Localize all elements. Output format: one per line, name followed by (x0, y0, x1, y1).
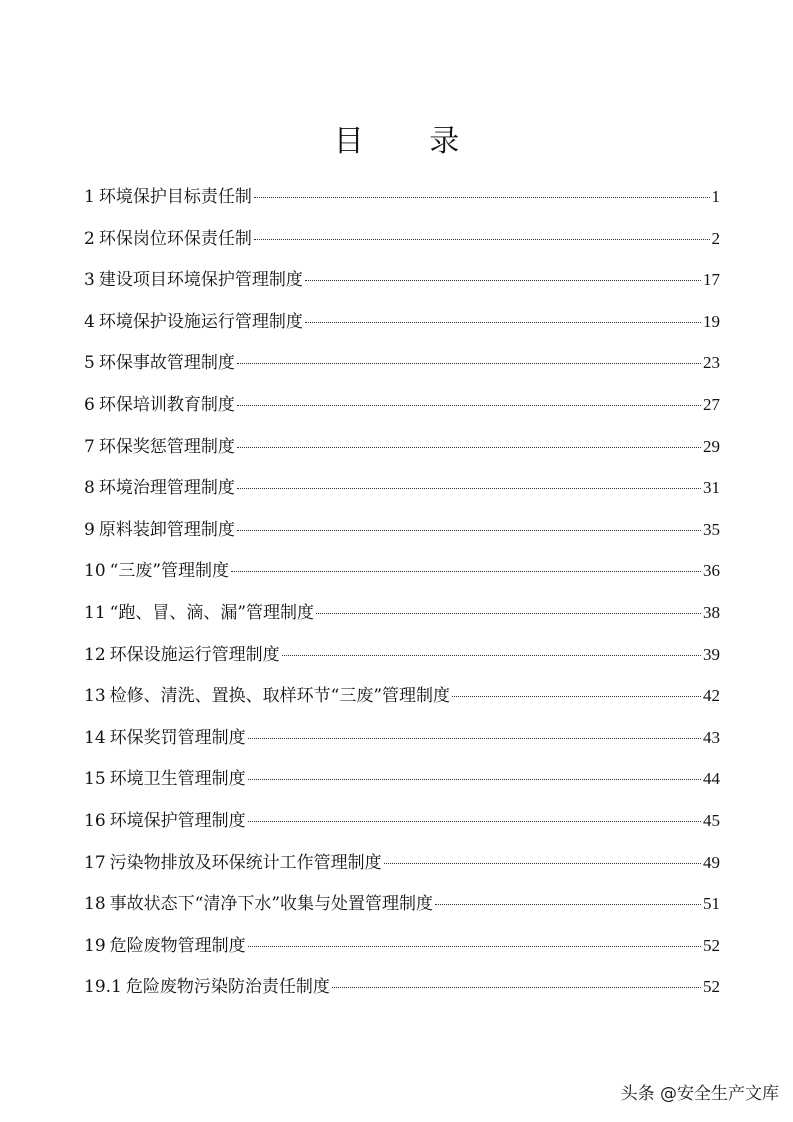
toc-entry-title: 环保奖罚管理制度 (109, 727, 246, 748)
toc-entry-number: 14 (84, 727, 106, 748)
toc-entry-title: 污染物排放及环保统计工作管理制度 (109, 852, 382, 873)
toc-entry[interactable] (84, 307, 720, 349)
toc-entry-page: 42 (703, 686, 720, 706)
toc-entry-page: 29 (703, 436, 720, 456)
toc-entry-title: 环保事故管理制度 (98, 353, 235, 374)
toc-entry-page: 49 (703, 852, 720, 872)
toc-dot-leader (237, 405, 701, 406)
toc-entry-number: 5 (84, 353, 95, 374)
toc-dot-leader (248, 779, 701, 780)
toc-dot-leader (452, 696, 701, 697)
toc-dot-leader (237, 530, 701, 531)
toc-entry-title: 环境治理管理制度 (98, 478, 235, 499)
toc-entry-page: 27 (703, 394, 720, 414)
toc-entry-page: 51 (703, 894, 720, 914)
toc-entry[interactable] (84, 432, 720, 474)
toc-entry-number: 8 (84, 478, 95, 499)
toc-entry-page: 39 (703, 644, 720, 664)
toc-dot-leader (231, 571, 701, 572)
toc-entry-page: 1 (711, 187, 720, 206)
watermark: 头条 @安全生产文库 (620, 1084, 779, 1104)
toc-dot-leader (254, 239, 710, 240)
toc-entry-number: 4 (84, 311, 95, 332)
toc-entry-title: 环保奖惩管理制度 (98, 436, 235, 457)
toc-dot-leader (248, 946, 701, 947)
toc-entry-number: 19 (84, 935, 106, 956)
toc-entry-title: 环保岗位环保责任制 (98, 228, 252, 249)
toc-entry-page: 43 (703, 727, 720, 747)
toc-dot-leader (254, 197, 710, 198)
toc-entry-page: 38 (703, 602, 720, 622)
toc-entry[interactable] (84, 640, 720, 682)
toc-entry[interactable] (84, 390, 720, 432)
toc-entry-title: 检修、清洗、置换、取样环节“三废”管理制度 (109, 686, 451, 707)
toc-entry-number: 1 (84, 187, 95, 207)
toc-entry[interactable] (84, 598, 720, 640)
toc-entry-number: 7 (84, 436, 95, 457)
toc-entry-title: 环境卫生管理制度 (109, 769, 246, 790)
toc-dot-leader (435, 904, 701, 905)
toc-entry-page: 17 (703, 270, 720, 290)
toc-entry-title: 原料装卸管理制度 (98, 519, 235, 540)
toc-entry[interactable] (84, 224, 720, 266)
toc-entry[interactable] (84, 515, 720, 557)
toc-entry[interactable] (84, 681, 720, 723)
table-of-contents (84, 182, 720, 1014)
toc-entry-page: 31 (703, 478, 720, 498)
toc-entry[interactable] (84, 931, 720, 973)
toc-entry-page: 52 (703, 977, 720, 997)
toc-entry-number: 16 (84, 810, 106, 831)
toc-entry-number: 10 (84, 561, 106, 582)
toc-entry-number: 12 (84, 644, 106, 665)
toc-dot-leader (316, 613, 701, 614)
toc-entry-number: 11 (84, 602, 106, 623)
toc-entry-number: 6 (84, 394, 95, 415)
toc-entry-title: 建设项目环境保护管理制度 (98, 270, 303, 291)
toc-entry-number: 15 (84, 769, 106, 790)
toc-entry-number: 19.1 (84, 977, 122, 998)
toc-entry-number: 3 (84, 270, 95, 291)
toc-entry-page: 44 (703, 769, 720, 789)
toc-dot-leader (237, 363, 701, 364)
toc-entry-title: 危险废物污染防治责任制度 (125, 977, 330, 998)
toc-entry-number: 17 (84, 852, 106, 873)
toc-entry-title: 环境保护管理制度 (109, 810, 246, 831)
toc-entry-page: 2 (711, 228, 720, 248)
toc-entry-number: 9 (84, 519, 95, 540)
toc-entry[interactable] (84, 348, 720, 390)
toc-dot-leader (248, 738, 701, 739)
toc-entry[interactable] (84, 764, 720, 806)
toc-entry[interactable] (84, 265, 720, 307)
toc-entry-title: 事故状态下“清净下水”收集与处置管理制度 (109, 894, 434, 915)
toc-entry-page: 52 (703, 935, 720, 955)
toc-dot-leader (282, 655, 701, 656)
page-title: 目 录 (333, 124, 488, 160)
toc-entry[interactable] (84, 723, 720, 765)
toc-entry[interactable] (84, 556, 720, 598)
toc-entry-title: “三废”管理制度 (109, 561, 230, 582)
toc-entry-number: 13 (84, 686, 106, 707)
toc-entry-number: 2 (84, 228, 95, 249)
toc-entry-title: 环保培训教育制度 (98, 394, 235, 415)
toc-entry-page: 36 (703, 561, 720, 581)
toc-entry-page: 19 (703, 311, 720, 331)
toc-entry[interactable] (84, 182, 720, 224)
toc-entry-title: 危险废物管理制度 (109, 935, 246, 956)
toc-entry-number: 18 (84, 894, 106, 915)
toc-dot-leader (248, 821, 701, 822)
toc-dot-leader (305, 280, 701, 281)
toc-entry-page: 23 (703, 353, 720, 373)
toc-entry-page: 45 (703, 810, 720, 830)
toc-entry-title: 环保设施运行管理制度 (109, 644, 280, 665)
toc-entry[interactable] (84, 806, 720, 848)
toc-entry-title: “跑、冒、滴、漏”管理制度 (109, 602, 315, 623)
toc-entry[interactable] (84, 473, 720, 515)
toc-entry-title: 环境保护设施运行管理制度 (98, 311, 303, 332)
toc-dot-leader (305, 322, 701, 323)
toc-dot-leader (384, 863, 701, 864)
toc-entry[interactable] (84, 972, 720, 1014)
toc-entry-title: 环境保护目标责任制 (98, 187, 252, 207)
toc-dot-leader (332, 987, 701, 988)
toc-entry[interactable] (84, 889, 720, 931)
toc-dot-leader (237, 488, 701, 489)
toc-entry[interactable] (84, 848, 720, 890)
toc-dot-leader (237, 447, 701, 448)
toc-entry-page: 35 (703, 519, 720, 539)
